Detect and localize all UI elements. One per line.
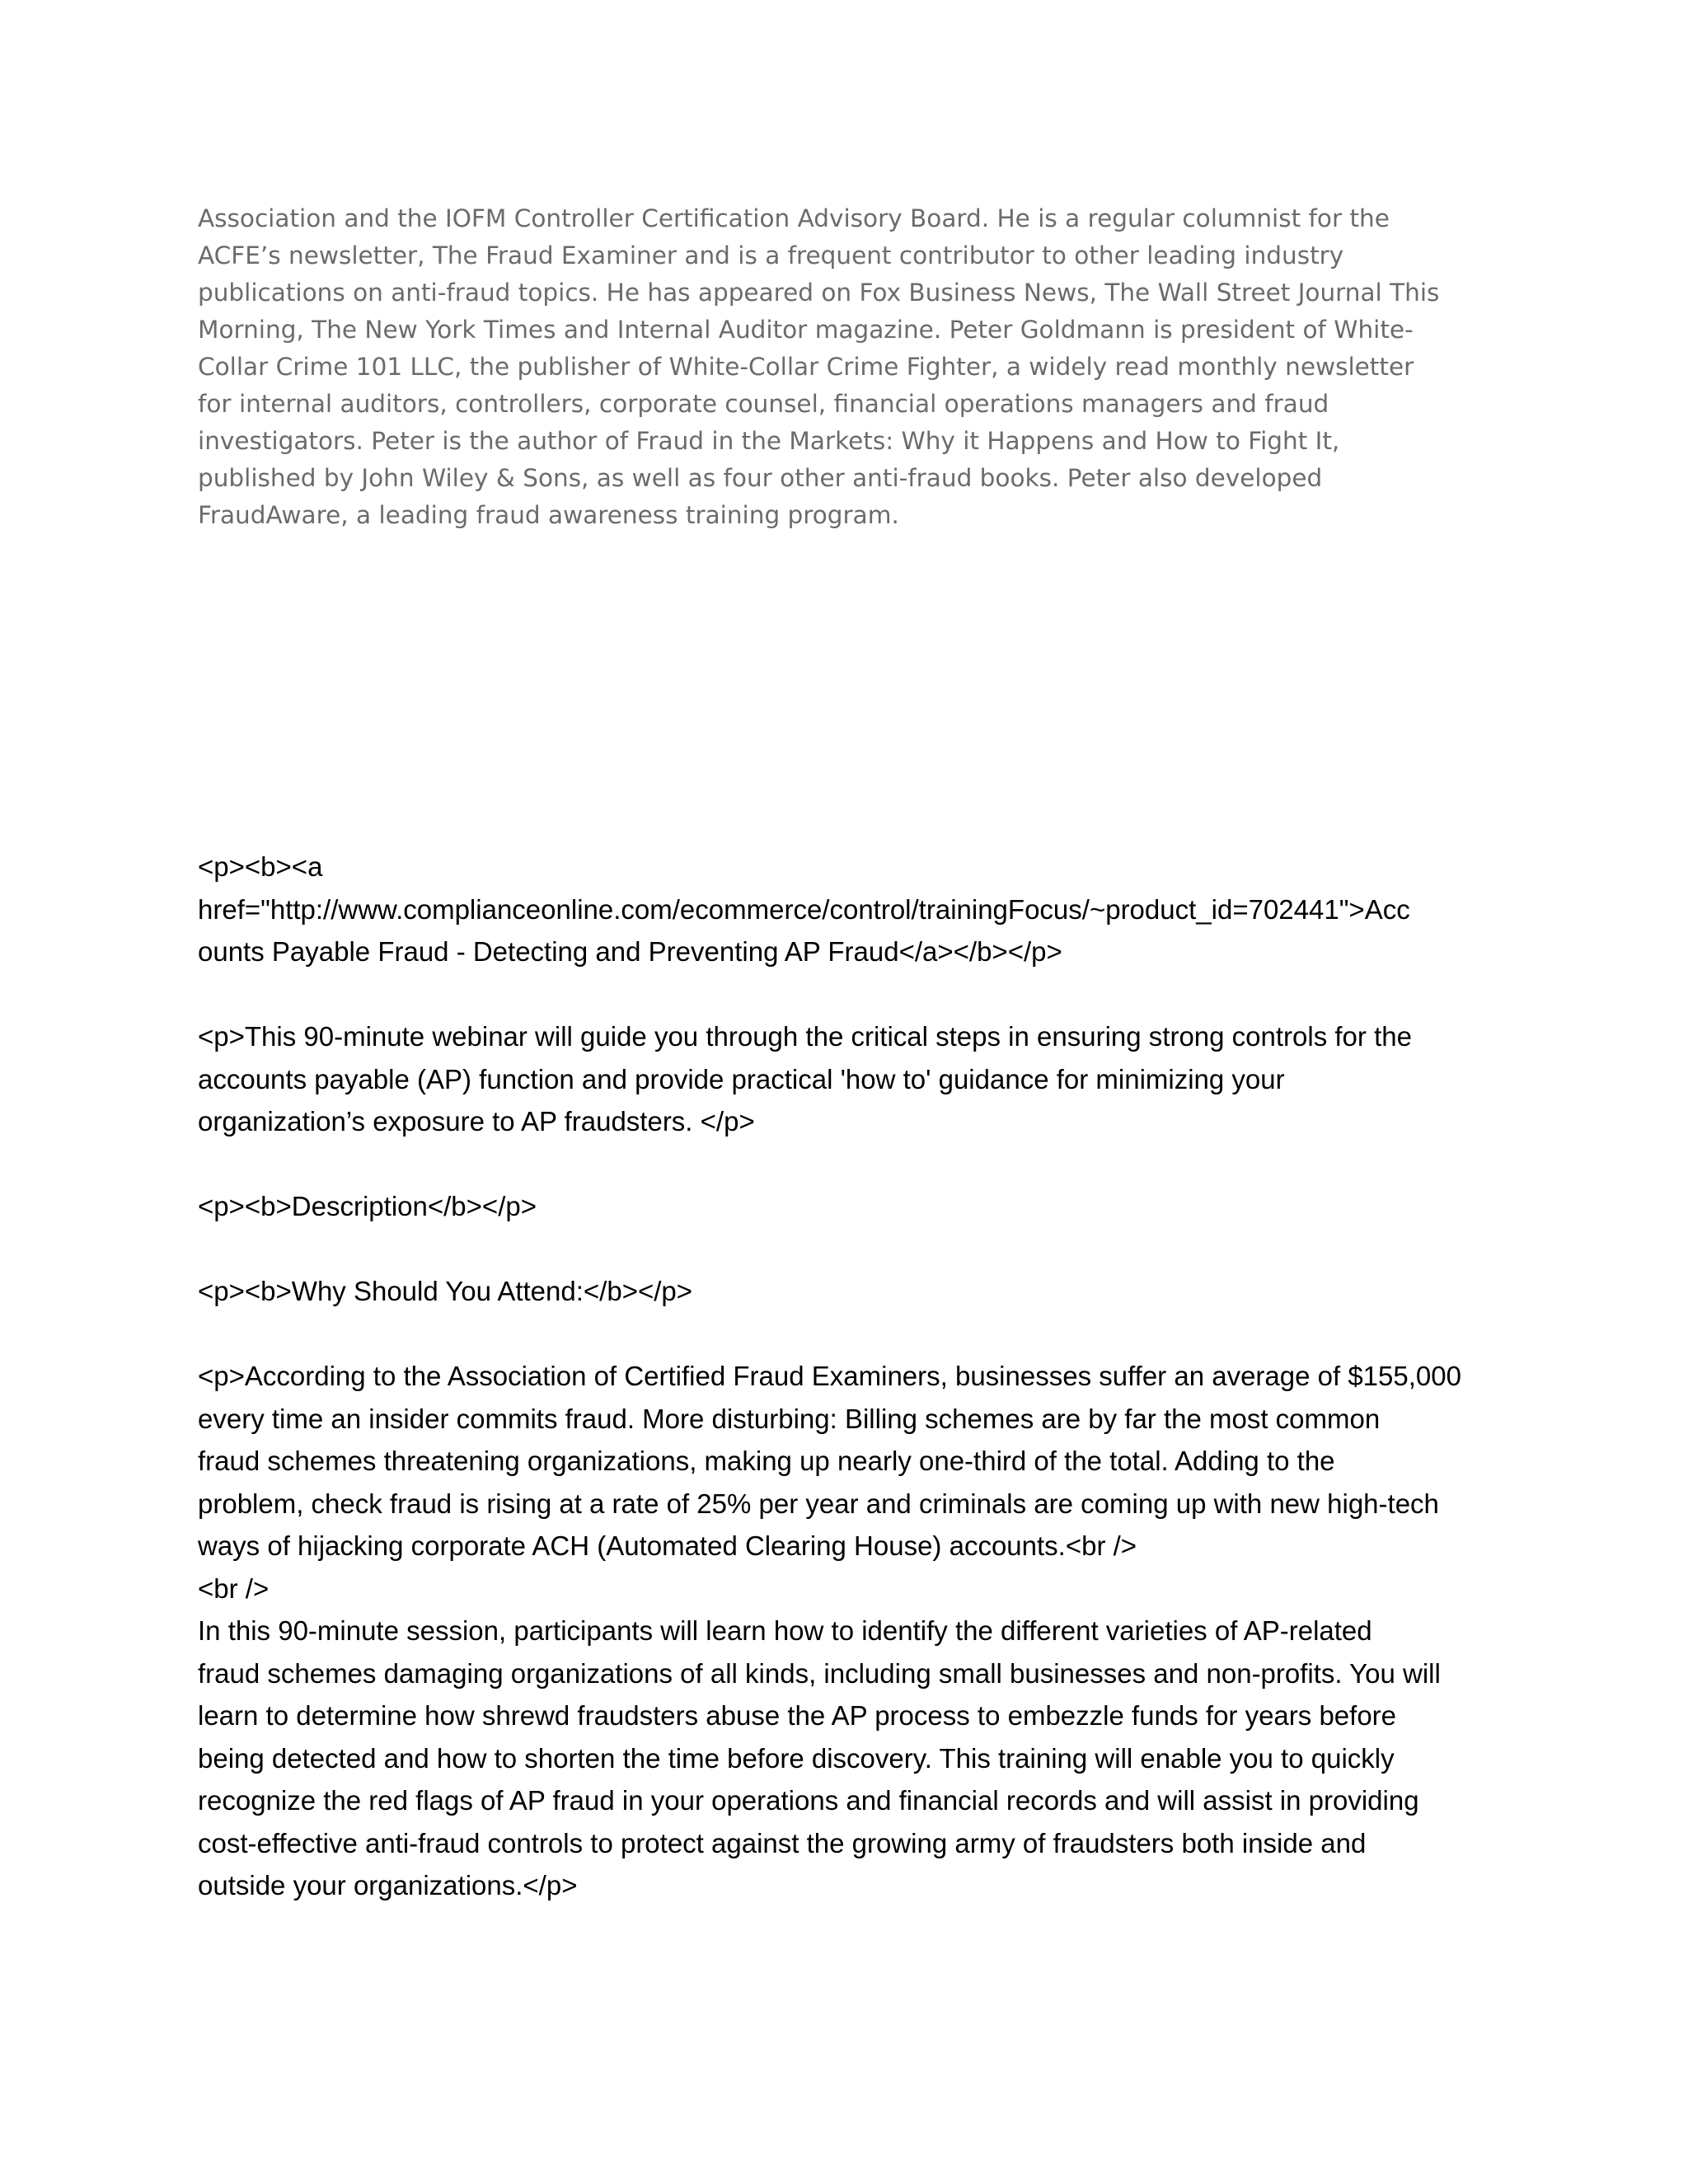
code-line: fraud schemes damaging organizations of all kinds, including small businesses and non-profits. You will (198, 1657, 1441, 1689)
bio-line: for internal auditors, controllers, corporate counsel, financial operations managers and fraud (198, 390, 1329, 418)
code-line: <p>This 90-minute webinar will guide you through the critical steps in ensuring strong controls for the (198, 1021, 1412, 1052)
bio-line: investigators. Peter is the author of Fraud in the Markets: Why it Happens and How to Fight It, (198, 427, 1340, 455)
code-line: <p>According to the Association of Certified Fraud Examiners, businesses suffer an average of $155,000 (198, 1361, 1461, 1391)
code-line: ways of hijacking corporate ACH (Automated Clearing House) accounts.<br /> (198, 1530, 1137, 1561)
bio-line: Collar Crime 101 LLC, the publisher of White-Collar Crime Fighter, a widely read monthly newsletter (198, 353, 1414, 381)
code-line: <br /> (198, 1572, 270, 1604)
description-heading-markup: <p><b>Description</b></p> (198, 1191, 537, 1221)
course-title-markup (198, 846, 1517, 973)
code-line: outside your organizations.</p> (198, 1870, 578, 1900)
code-line: <p><b><a (198, 851, 323, 882)
bio-line: Morning, The New York Times and Internal Auditor magazine. Peter Goldmann is president of White- (198, 316, 1414, 344)
blank-line (198, 973, 1517, 1016)
attend-heading-markup: <p><b>Why Should You Attend:</b></p> (198, 1276, 693, 1306)
bio-line: published by John Wiley & Sons, as well as four other anti-fraud books. Peter also developed (198, 464, 1323, 492)
code-line: every time an insider commits fraud. More disturbing: Billing schemes are by far the most common (198, 1403, 1381, 1434)
bio-line: publications on anti-fraud topics. He has appeared on Fox Business News, The Wall Street Journal This (198, 279, 1440, 307)
code-line: learn to determine how shrewd fraudsters abuse the AP process to embezzle funds for years before (198, 1700, 1397, 1731)
bio-line: Association and the IOFM Controller Certification Advisory Board. He is a regular columnist for the (198, 204, 1390, 232)
bio-line: FraudAware, a leading fraud awareness training program. (198, 501, 899, 529)
code-line: being detected and how to shorten the time before discovery. This training will enable you to quickly (198, 1742, 1395, 1774)
code-line: recognize the red flags of AP fraud in your operations and financial records and will assist in providing (198, 1785, 1419, 1816)
body-paragraph-markup (198, 1355, 1517, 1907)
code-line: fraud schemes threatening organizations, making up nearly one-third of the total. Adding to the (198, 1446, 1335, 1476)
intro-paragraph-markup (198, 1015, 1517, 1143)
blank-line (198, 1313, 1517, 1356)
code-line: ounts Payable Fraud - Detecting and Preventing AP Fraud</a></b></p> (198, 936, 1062, 967)
blank-line (198, 1228, 1517, 1271)
code-line: cost-effective anti-fraud controls to protect against the growing army of fraudsters both inside and (198, 1827, 1367, 1858)
blank-line (198, 1143, 1517, 1186)
code-line: problem, check fraud is rising at a rate of 25% per year and criminals are coming up with new high-tech (198, 1488, 1439, 1519)
bio-line: ACFE’s newsletter, The Fraud Examiner and is a frequent contributor to other leading industry (198, 241, 1344, 269)
code-line: In this 90-minute session, participants will learn how to identify the different varieties of AP-related (198, 1615, 1372, 1646)
code-line: accounts payable (AP) function and provide practical 'how to' guidance for minimizing your (198, 1063, 1285, 1094)
code-line: href="http://www.complianceonline.com/ecommerce/control/trainingFocus/~product_id=702441">Acc (198, 893, 1410, 925)
html-source-block (198, 846, 1517, 1907)
code-line: organization’s exposure to AP fraudsters. </p> (198, 1106, 755, 1137)
speaker-bio-paragraph (198, 200, 1500, 534)
